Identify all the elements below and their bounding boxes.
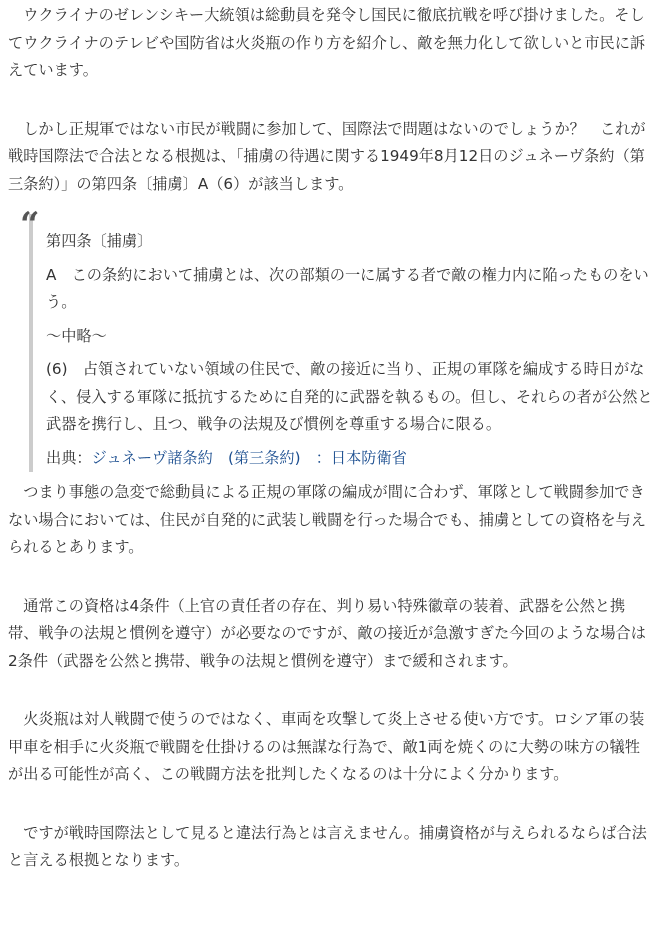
quote-source-prefix: 出典： — [46, 448, 92, 467]
quote-clause-a: A この条約において捕虜とは、次の部類の一に属する者で敵の権力内に陥ったものをいう。 — [46, 265, 649, 311]
paragraph-intro: ウクライナのゼレンシキー大統領は総動員を発令し国民に徹底抗戦を呼び掛けました。そしてウクライナのテレビや国防省は火炎瓶の作り方を紹介し、敵を無力化して欲しいと市民に訴えています。 — [8, 6, 646, 79]
quote-source — [46, 445, 653, 473]
paragraph-gap — [8, 675, 653, 706]
paragraph-molotov: 火炎瓶は対人戦闘で使うのではなく、車両を攻撃して炎上させる使い方です。ロシア軍の装甲車を相手に火炎瓶で戦闘を仕掛けるのは無謀な行為で、敵1両を焼くのに大勢の味方の犠牲が出る可能性が高く、この戦闘方法を批判したくなるのは十分によく分かります。 — [8, 710, 645, 783]
paragraph-conditions: 通常この資格は4条件（上官の責任者の存在、判り易い特殊徽章の装着、武器を公然と携帯、戦争の法規と慣例を遵守）が必要なのですが、敵の接近が急激すぎた今回のような場合は2条件（武器を公然と携帯、戦争の法規と慣例を遵守）まで緩和されます。 — [8, 596, 646, 670]
quote-source-link[interactable]: ジュネーヴ諸条約 (第三条約) ：日本防衛省 — [91, 448, 407, 467]
quote-mark-icon: “ — [20, 205, 40, 245]
paragraph-gap — [8, 472, 653, 479]
paragraph-legal-question: しかし正規軍ではない市民が戦闘に参加して、国際法で問題はないのでしょうか？ これが戦時国際法で合法となる根拠は、「捕虜の待遇に関する1949年8月12日のジュネーヴ条約（第三条約）」の第四条〔捕虜〕A（6）が該当します。 — [8, 119, 646, 193]
paragraph-gap — [8, 789, 653, 820]
blockquote-body — [29, 214, 653, 472]
paragraph-gap — [8, 562, 653, 593]
quote-clause-6: (6) 占領されていない領域の住民で、敵の接近に当り、正規の軍隊を編成する時日がなく、侵入する軍隊に抵抗するために自発的に武器を執るもの。但し、それらの者が公然と武器を携行し、且つ、戦争の法規及び慣例を尊重する場合に限る。 — [46, 360, 653, 433]
quote-omission: ～中略～ — [46, 326, 107, 345]
quote-title: 第四条〔捕虜〕 — [46, 232, 153, 250]
paragraph-pow-status: つまり事態の急変で総動員による正規の軍隊の編成が間に合わず、軍隊として戦闘参加できない場合においては、住民が自発的に武装し戦闘を行った場合でも、捕虜としての資格を与えられるとあります。 — [8, 483, 646, 556]
paragraph-conclusion: ですが戦時国際法として見ると違法行為とは言えません。捕虜資格が与えられるならば合法と言える根拠となります。 — [8, 823, 647, 869]
blockquote — [20, 205, 653, 472]
paragraph-gap — [8, 85, 653, 116]
